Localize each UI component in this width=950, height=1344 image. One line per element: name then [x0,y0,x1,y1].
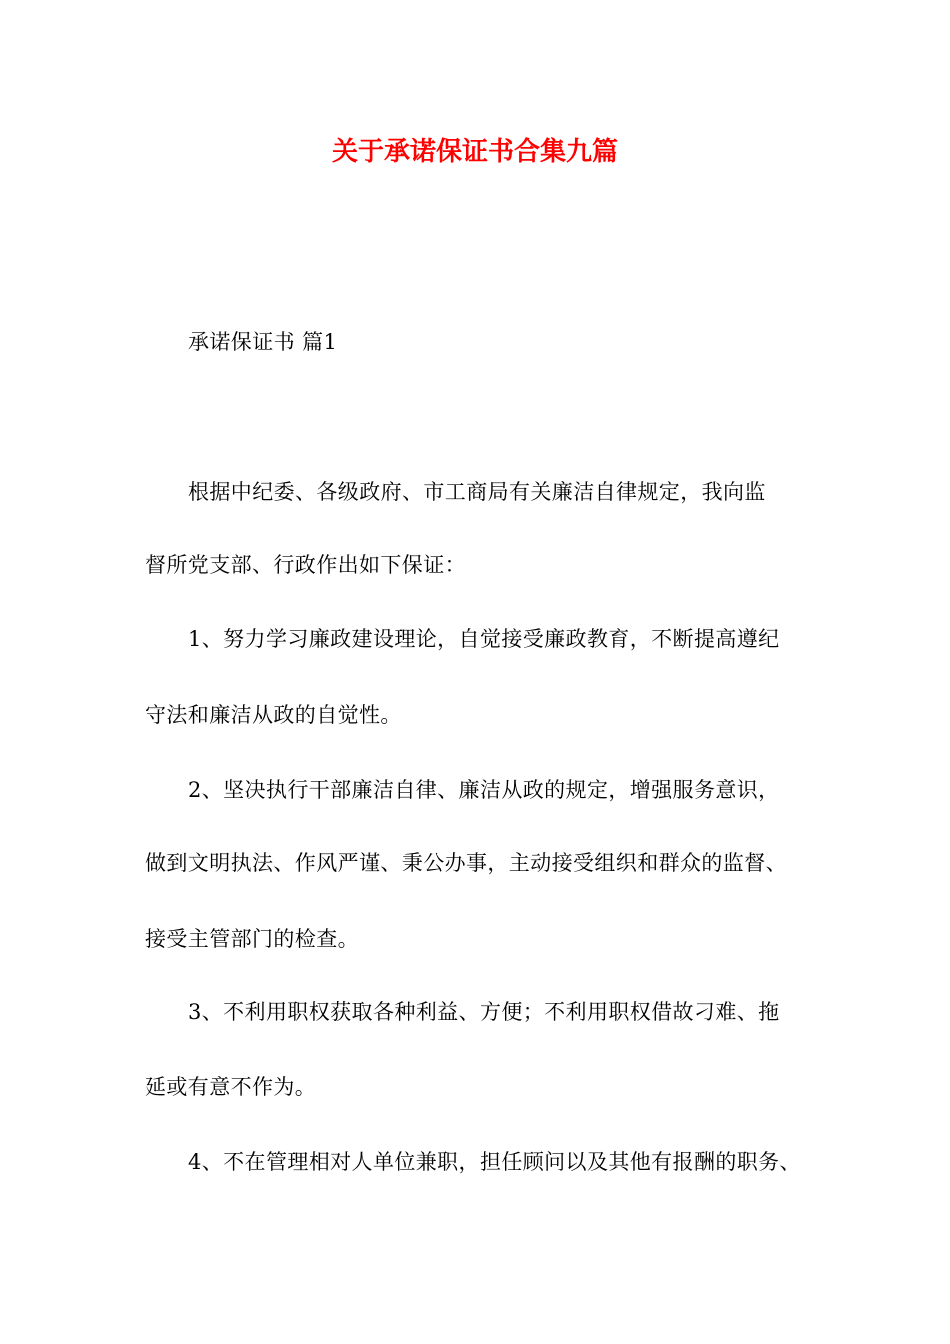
paragraph-line: 根据中纪委、各级政府、市工商局有关廉洁自律规定，我向监 [188,480,766,504]
paragraph-line: 接受主管部门的检查。 [145,927,359,951]
paragraph-line: 做到文明执法、作风严谨、秉公办事，主动接受组织和群众的监督、 [145,851,787,875]
paragraph-line: 3、不利用职权获取各种利益、方便；不利用职权借故刁难、拖 [188,1000,780,1024]
paragraph-line: 督所党支部、行政作出如下保证： [145,553,466,577]
paragraph-line: 守法和廉洁从政的自觉性。 [145,703,402,727]
paragraph-line: 4、不在管理相对人单位兼职，担任顾问以及其他有报酬的职务、 [188,1150,801,1174]
paragraph-line: 延或有意不作为。 [145,1075,317,1099]
document-title: 关于承诺保证书合集九篇 [331,137,618,167]
section-heading: 承诺保证书 篇1 [188,330,338,354]
paragraph-line: 2、坚决执行干部廉洁自律、廉洁从政的规定，增强服务意识， [188,778,780,802]
paragraph-line: 1、努力学习廉政建设理论，自觉接受廉政教育，不断提高遵纪 [188,627,780,651]
